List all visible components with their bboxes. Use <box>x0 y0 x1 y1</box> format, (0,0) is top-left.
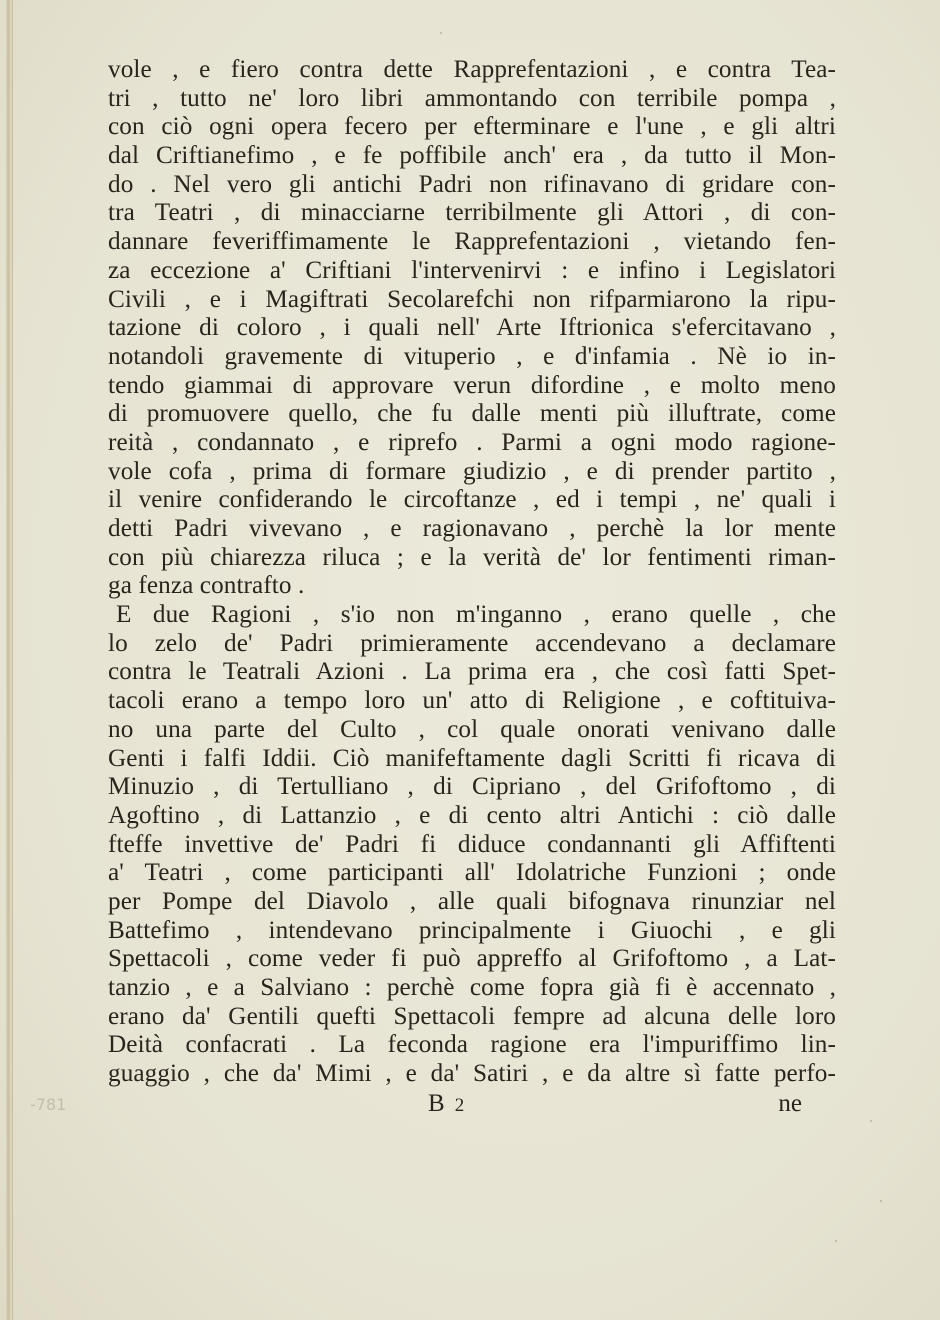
text-line: tacoli erano a tempo loro un' atto di Religione , e coftituiva- <box>108 687 836 715</box>
text-line: dal Criftianefimo , e fe poffibile anch' era , da tutto il Mon- <box>108 142 836 170</box>
text-line: il venire confiderando le circoftanze , ed i tempi , ne' quali i <box>108 486 836 514</box>
text-line: fteffe invettive de' Padri fi diduce condannanti gli Affiftenti <box>108 830 836 858</box>
text-line: detti Padri vivevano , e ragionavano , perchè la lor mente <box>108 515 836 542</box>
signature-number: 2 <box>454 1095 475 1116</box>
text-line: Civili , e i Magiftrati Secolarefchi non rifparmiarono la ripu- <box>108 285 836 313</box>
text-line: contra le Teatrali Azioni . La prima era , che così fatti Spet- <box>108 658 836 686</box>
text-line: guaggio , che da' Mimi , e da' Satiri , e da altre sì fatte perfo- <box>108 1060 836 1088</box>
gutter-edge <box>12 0 13 1320</box>
text-line: a' Teatri , come participanti all' Idolatriche Funzioni ; onde <box>108 859 836 887</box>
text-line: za eccezione a' Criftiani l'intervenirvi : e infino i Legislatori <box>108 256 836 284</box>
text-line: Genti i falfi Iddii. Ciò manifeftamente dagli Scritti fi ricava di <box>108 744 836 772</box>
text-line: di promuovere quello, che fu dalle menti più illuftrate, come <box>108 400 836 428</box>
text-line: Battefimo , intendevano principalmente i Giuochi , e gli <box>108 916 836 944</box>
text-line: erano da' Gentili quefti Spettacoli fempre ad alcuna delle loro <box>108 1002 836 1030</box>
text-line: lo zelo de' Padri primieramente accendevano a declamare <box>108 629 836 657</box>
text-line: Minuzio , di Tertulliano , di Cipriano , del Grifoftomo , di <box>108 773 836 801</box>
text-line: notandoli gravemente di vituperio , e d'infamia . Nè io in- <box>108 342 836 370</box>
paper-speck <box>880 1200 882 1202</box>
text-line: Agoftino , di Lattanzio , e di cento altri Antichi : ciò dalle <box>108 801 836 829</box>
text-line: per Pompe del Diavolo , alle quali bifognava rinunziar nel <box>108 887 836 915</box>
page-footer <box>108 1090 836 1120</box>
text-line: vole cofa , prima di formare giudizio , e di prender partito , <box>108 457 836 485</box>
text-line: con più chiarezza riluca ; e la verità de' lor fentimenti riman- <box>108 543 836 571</box>
body-text <box>108 56 836 1089</box>
text-line: E due Ragioni , s'io non m'inganno , erano quelle , che <box>116 601 836 629</box>
catchword: ne <box>778 1090 802 1117</box>
text-line: tazione di coloro , i quali nell' Arte Iftrionica s'efercitavano , <box>108 314 836 342</box>
paper-speck <box>835 1240 837 1242</box>
text-line: tri , tutto ne' loro libri ammontando con terribile pompa , <box>108 84 836 112</box>
text-line: do . Nel vero gli antichi Padri non rifinavano di gridare con- <box>108 170 836 198</box>
text-line: no una parte del Culto , col quale onorati venivano dalle <box>108 715 836 743</box>
signature-letter: B <box>428 1090 455 1117</box>
text-line: Spettacoli , come veder fi può appreffo al Grifoftomo , a Lat- <box>108 945 836 973</box>
paper-speck <box>870 1120 872 1122</box>
text-line: dannare feveriffimamente le Rapprefentazioni , vietando fen- <box>108 228 836 256</box>
text-line: vole , e fiero contra dette Rapprefentazioni , e contra Tea- <box>108 56 836 83</box>
text-line: reità , condannato , e riprefo . Parmi a ogni modo ragione- <box>108 428 836 456</box>
text-line: con ciò ogni opera fecero per efterminare e l'une , e gli altri <box>108 113 836 141</box>
bleed-through-mark: -781 <box>30 1095 67 1114</box>
paper-speck <box>440 32 442 34</box>
text-line: Deità confacrati . La feconda ragione era l'impuriffimo lin- <box>108 1031 836 1059</box>
signature-mark <box>428 1090 474 1118</box>
text-line: tra Teatri , di minacciarne terribilmente gli Attori , di con- <box>108 199 836 227</box>
text-line: ga fenza contrafto . <box>108 572 305 600</box>
text-line: tendo giammai di approvare verun difordine , e molto meno <box>108 371 836 399</box>
text-line: tanzio , e a Salviano : perchè come fopra già fi è accennato , <box>108 974 836 1001</box>
